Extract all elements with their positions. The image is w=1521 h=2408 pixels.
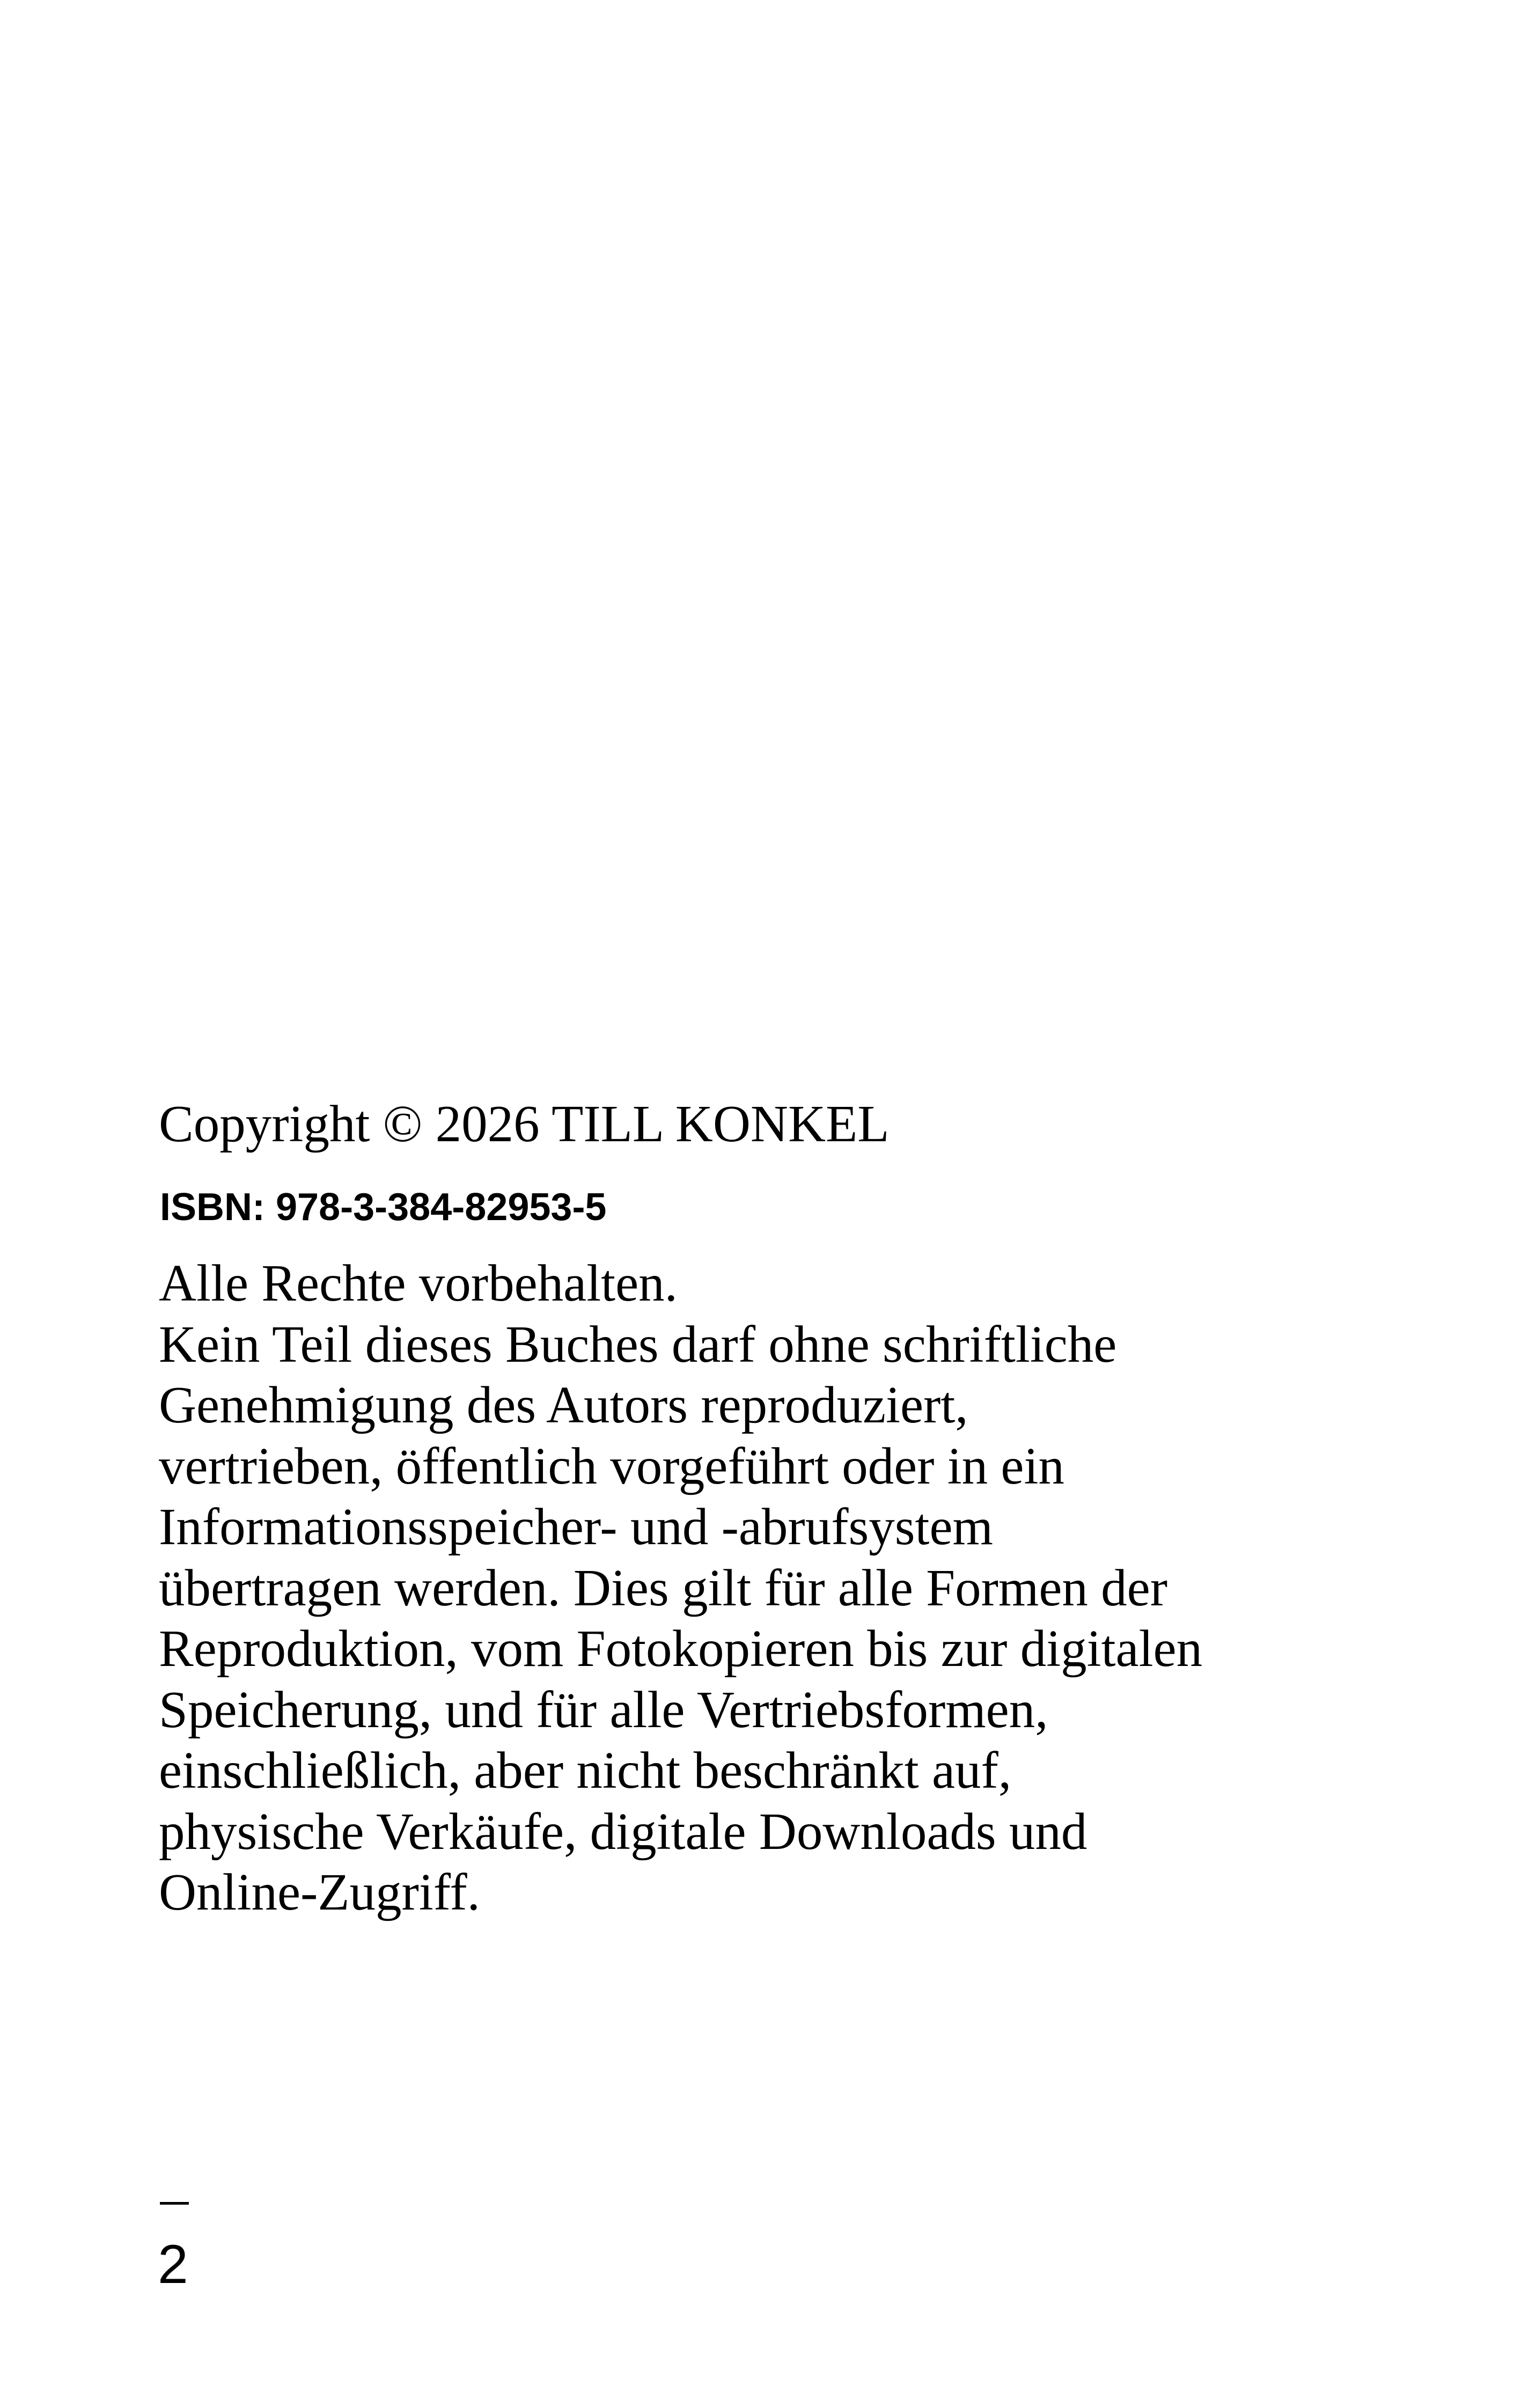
rights-line: einschließlich, aber nicht beschränkt auf, [159,1742,1012,1799]
rights-line: Genehmigung des Autors reproduziert, [159,1376,968,1434]
rights-line: vertrieben, öffentlich vorgeführt oder in ein [159,1437,1064,1495]
rights-line: Reproduktion, vom Fotokopieren bis zur digitalen [159,1620,1203,1677]
rights-statement [159,1253,1446,1923]
rights-line: Speicherung, und für alle Vertriebsformen, [159,1680,1048,1738]
isbn-line: ISBN: 978-3-384-82953-5 [160,1186,607,1229]
rights-line: übertragen werden. Dies gilt für alle Formen der [159,1559,1168,1617]
rights-line: Online-Zugriff. [159,1863,480,1921]
rights-line: Informationsspeicher- und -abrufsystem [159,1498,993,1555]
copyright-notice: Copyright © 2026 TILL KONKEL [159,1095,890,1152]
rights-line: Alle Rechte vorbehalten. [159,1254,678,1312]
rights-line: physische Verkäufe, digitale Downloads und [159,1802,1088,1860]
page-number: 2 [158,2234,188,2295]
page-number-dash [160,2202,189,2205]
rights-line: Kein Teil dieses Buches darf ohne schriftliche [159,1315,1117,1373]
